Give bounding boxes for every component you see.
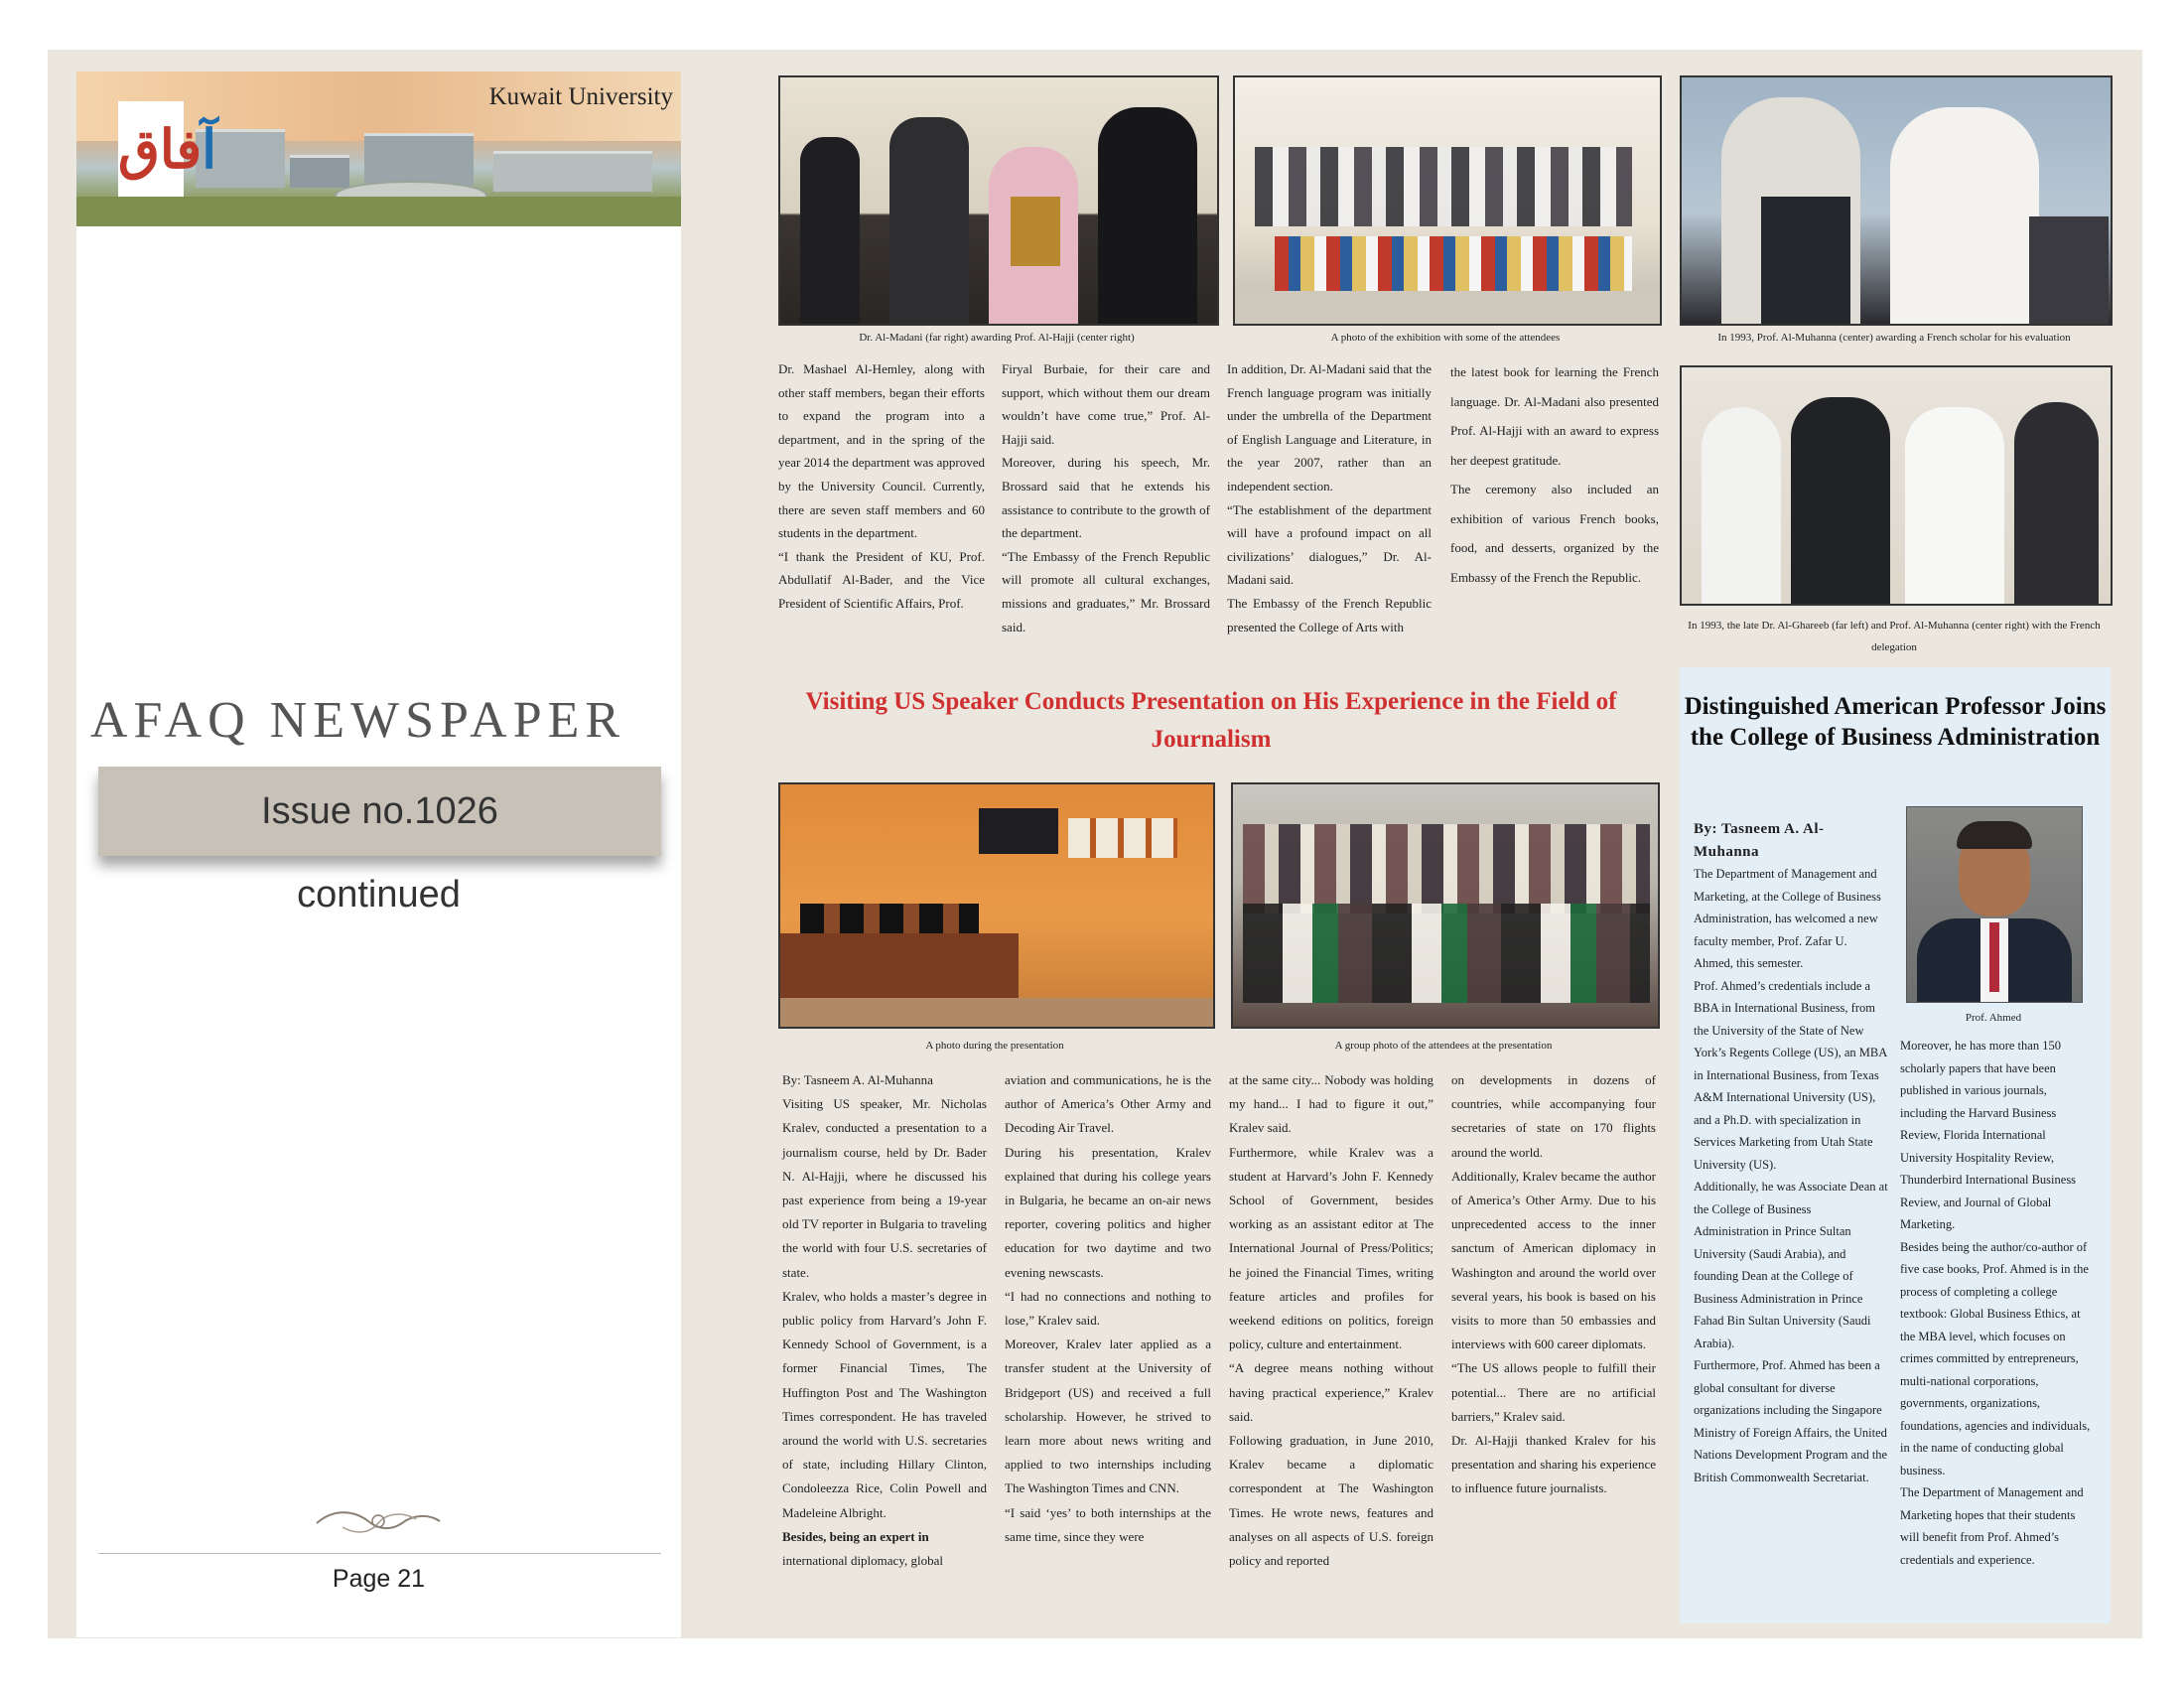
- issue-number: Issue no.1026: [98, 767, 661, 856]
- page-number: Page 21: [332, 1565, 426, 1593]
- photo-1993-award: [1680, 75, 2113, 326]
- article1-column-2: Firyal Burbaie, for their care and support, which without them our dream wouldn’t have come true,” Prof. Al-Hajji said. Moreover, during his speech, Mr. Brossard said that he extends his assistance to contribute to the growth of the department. “The Embassy of the French Republic will promote all cultural exchanges, missions and graduates,” Mr. Brossard said.: [1002, 361, 1210, 634]
- caption-french-delegation: In 1993, the late Dr. Al-Ghareeb (far left) and Prof. Al-Muhanna (center right) with the French delegation: [1688, 620, 2101, 653]
- article3-byline: By: Tasneem A. Al-Muhanna: [1694, 821, 1825, 860]
- sidebar: [76, 71, 681, 1637]
- article1-column-3: In addition, Dr. Al-Madani said that the French language program was initially under the umbrella of the Department of English Language and Literature, in the year 2007, rather than an independent section. “The establishment of the department will have a profound impact on all civilizations’ dialogues,” Dr. Al-Madani said. The Embassy of the French Republic presented the College of Arts with: [1227, 361, 1432, 634]
- photo-group-attendees: [1231, 782, 1660, 1029]
- article3-title: Distinguished American Professor Joins the College of Business Administration: [1684, 693, 2107, 751]
- photo-award-ceremony: [778, 75, 1219, 326]
- university-banner: [76, 71, 681, 226]
- logo-text: آفاق: [118, 117, 217, 181]
- photo-french-delegation: [1680, 365, 2113, 606]
- article2-column-1: By: Tasneem A. Al-Muhanna Visiting US speaker, Mr. Nicholas Kralev, conducted a presentation to a journalism course, held by Dr. Bader N. Al-Hajji, where he discussed his past experience from being a 19-year old TV reporter in Bulgaria to traveling the world with four U.S. secretaries of state. Kralev, who holds a master’s degree in public policy from Harvard’s John F. Kennedy School of Government, is a former Financial Times, The Huffington Post and The Washington Times correspondent. He has traveled around the world with U.S. secretaries of state, including Hillary Clinton, Condoleezza Rice, Colin Powell and Madeleine Albright. Besides, being an expert in international diplomacy, global: [782, 1072, 987, 1569]
- article2-column-2: aviation and communications, he is the author of America’s Other Army and Decoding Air Travel. During his presentation, Kralev explained that during his college years in Bulgaria, he became an on-air news reporter, covering politics and higher education for two daytime and two evening newscasts. “I had no connections and nothing to lose,” Kralev said. Moreover, Kralev later applied as a transfer student at the University of Bridgeport (US) and received a full scholarship. However, he strived to learn more about news writing and applied to two internships including The Washington Times and CNN. “I said ‘yes’ to both internships at the same time, since they were: [1005, 1072, 1211, 1544]
- caption-prof-ahmed: Prof. Ahmed: [1965, 1012, 2022, 1024]
- page-divider: [98, 1553, 661, 1554]
- caption-award-ceremony: Dr. Al-Madani (far right) awarding Prof. Al-Hajji (center right): [859, 332, 1135, 344]
- photo-exhibition: [1233, 75, 1662, 326]
- article3-column-1: By: Tasneem A. Al-Muhanna The Department of Management and Marketing, at the College of Business Administration, has welcomed a new faculty member, Prof. Zafar U. Ahmed, this semester. Prof. Ahmed’s credentials include a BBA in International Business, from the University of the State of New York’s Regents College (US), an MBA in International Business, from Texas A&M International University (US), and a Ph.D. with specialization in Services Marketing from Utah State University (US). Additionally, he was Associate Dean at the College of Business Administration in Prince Sultan University (Saudi Arabia), and founding Dean at the College of Business Administration in Prince Fahad Bin Sultan University (Saudi Arabia). Furthermore, Prof. Ahmed has been a global consultant for diverse organizations including the Singapore Ministry of Foreign Affairs, the United Nations Development Program and the British Commonwealth Secretariat.: [1694, 818, 1888, 1488]
- article1-column-1: Dr. Mashael Al-Hemley, along with other staff members, began their efforts to expand the program into a department, and in the spring of the year 2014 the department was approved by the University Council. Currently, there are seven staff members and 60 students in the department. “I thank the President of KU, Prof. Abdullatif Al-Bader, and the Vice President of Scientific Affairs, Prof.: [778, 361, 985, 611]
- photo-presentation: [778, 782, 1215, 1029]
- article2-headline: Visiting US Speaker Conducts Presentation on His Experience in the Field of Journalism: [805, 688, 1617, 753]
- caption-presentation: A photo during the presentation: [925, 1040, 1064, 1052]
- caption-group-attendees: A group photo of the attendees at the presentation: [1334, 1040, 1553, 1052]
- university-name: Kuwait University: [488, 83, 673, 110]
- caption-exhibition: A photo of the exhibition with some of the attendees: [1330, 332, 1561, 344]
- newspaper-title: AFAQ NEWSPAPER: [90, 692, 626, 749]
- caption-1993-award: In 1993, Prof. Al-Muhanna (center) awarding a French scholar for his evaluation: [1717, 332, 2071, 344]
- article2-column-3: at the same city... Nobody was holding my hand... I had to figure it out,” Kralev said. Furthermore, while Kralev was a student at Harvard’s John F. Kennedy School of Government, besides working as an assistant editor at The International Journal of Press/Politics; he joined the Financial Times, writing feature articles and profiles for weekend editions on politics, foreign policy, culture and entertainment. “A degree means nothing without having practical experience,” Kralev said. Following graduation, in June 2010, Kralev became a diplomatic correspondent at The Washington Times. He wrote news, features and analyses on all aspects of U.S. foreign policy and reported: [1229, 1072, 1433, 1569]
- continued-label: continued: [297, 874, 461, 915]
- article3-column-2: Moreover, he has more than 150 scholarly papers that have been published in various journals, including the Harvard Business Review, Florida International University Hospitality Review, Thunderbird International Business Review, and Journal of Global Marketing. Besides being the author/co-author of five case books, Prof. Ahmed is in the process of completing a college textbook: Global Business Ethics, at the MBA level, which focuses on crimes committed by entrepreneurs, multi-national corporations, governments, organizations, foundations, agencies and individuals, in the name of conducting global business. The Department of Management and Marketing hopes that their students will benefit from Prof. Ahmed’s credentials and experience.: [1900, 1039, 2091, 1567]
- article2-column-4: on developments in dozens of countries, while accompanying four secretaries of state on 170 flights around the world. Additionally, Kralev became the author of America’s Other Army. Due to his unprecedented access to the inner sanctum of American diplomacy in Washington and around the world over several years, his book is based on his visits to more than 50 embassies and interviews with 600 career diplomats. “The US allows people to fulfill their potential... There are no artificial barriers,” Kralev said. Dr. Al-Hajji thanked Kralev for his presentation and sharing his experience to influence future journalists.: [1451, 1072, 1656, 1496]
- article3-box: [1680, 667, 2111, 1623]
- article1-column-4: the latest book for learning the French language. Dr. Al-Madani also presented Prof. Al-Hajji with an award to express her deepest gratitude. The ceremony also included an exhibition of various French books, food, and desserts, organized by the Embassy of the French the Republic.: [1450, 364, 1659, 585]
- ornament-icon: [313, 1501, 444, 1541]
- photo-prof-ahmed: [1906, 806, 2083, 1003]
- afaq-logo: [118, 101, 217, 197]
